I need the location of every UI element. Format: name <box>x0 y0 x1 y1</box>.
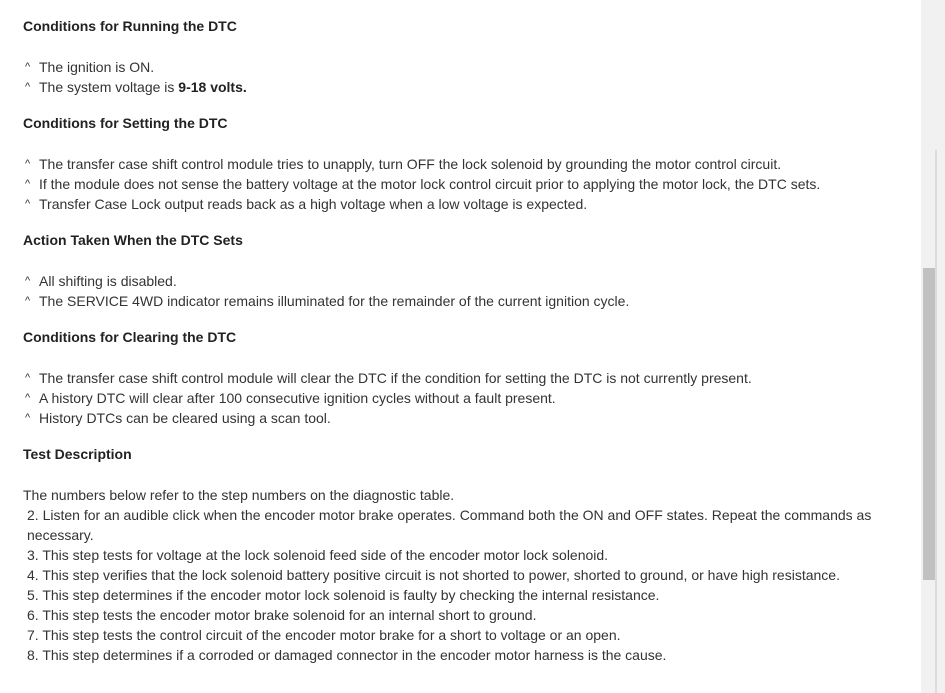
scrollbar-thumb[interactable] <box>923 268 935 580</box>
section-heading-clearing: Conditions for Clearing the DTC <box>23 329 237 345</box>
section-heading-action: Action Taken When the DTC Sets <box>23 232 243 248</box>
section-heading-setting: Conditions for Setting the DTC <box>23 115 228 131</box>
setting-list <box>23 154 913 214</box>
list-item: ^ If the module does not sense the battery voltage at the motor lock control circuit prior to applying the motor lock, the DTC sets. <box>25 176 821 192</box>
bullet-icon: ^ <box>25 178 31 190</box>
running-list <box>23 57 913 97</box>
list-item: ^ The ignition is ON. <box>25 59 155 75</box>
section-heading-test: Test Description <box>23 446 132 462</box>
step-item: 7. This step tests the control circuit of the encoder motor brake for a short to voltage or an open. <box>27 627 621 643</box>
list-item: ^ The system voltage is 9-18 volts. <box>25 79 247 95</box>
voltage-value: 9-18 volts. <box>178 79 247 95</box>
bullet-icon: ^ <box>25 61 31 73</box>
bullet-icon: ^ <box>25 81 31 93</box>
step-item: 6. This step tests the encoder motor brake solenoid for an internal short to ground. <box>27 607 537 623</box>
scrollbar-edge <box>935 150 937 693</box>
test-steps <box>23 505 913 665</box>
bullet-icon: ^ <box>25 198 31 210</box>
list-item: ^ Transfer Case Lock output reads back as a high voltage when a low voltage is expected. <box>25 196 588 212</box>
bullet-icon: ^ <box>25 372 31 384</box>
list-item: ^ The transfer case shift control module will clear the DTC if the condition for setting the DTC is not currently present. <box>25 370 752 386</box>
step-item: 4. This step verifies that the lock solenoid battery positive circuit is not shorted to power, shorted to ground, or have high resistance. <box>27 567 840 583</box>
list-item: ^ A history DTC will clear after 100 consecutive ignition cycles without a fault present. <box>25 390 556 406</box>
clearing-list <box>23 368 913 428</box>
section-heading-running: Conditions for Running the DTC <box>23 18 237 34</box>
action-list <box>23 271 913 311</box>
test-intro: The numbers below refer to the step numbers on the diagnostic table. <box>23 487 455 503</box>
list-item: ^ The transfer case shift control module tries to unapply, turn OFF the lock solenoid by grounding the motor control circuit. <box>25 156 782 172</box>
bullet-icon: ^ <box>25 392 31 404</box>
step-item: 3. This step tests for voltage at the lock solenoid feed side of the encoder motor lock solenoid. <box>27 547 609 563</box>
document-body <box>23 0 913 665</box>
bullet-icon: ^ <box>25 158 31 170</box>
list-item: ^ The SERVICE 4WD indicator remains illuminated for the remainder of the current ignition cycle. <box>25 293 630 309</box>
bullet-icon: ^ <box>25 412 31 424</box>
bullet-icon: ^ <box>25 275 31 287</box>
list-item: ^ History DTCs can be cleared using a scan tool. <box>25 410 331 426</box>
step-item: 2. Listen for an audible click when the encoder motor brake operates. Command both the ON and OFF states. Repeat the commands as necessary. <box>27 507 872 543</box>
bullet-icon: ^ <box>25 295 31 307</box>
step-item: 5. This step determines if the encoder motor lock solenoid is faulty by checking the internal resistance. <box>27 587 660 603</box>
step-item: 8. This step determines if a corroded or damaged connector in the encoder motor harness is the cause. <box>27 647 667 663</box>
list-item: ^ All shifting is disabled. <box>25 273 177 289</box>
